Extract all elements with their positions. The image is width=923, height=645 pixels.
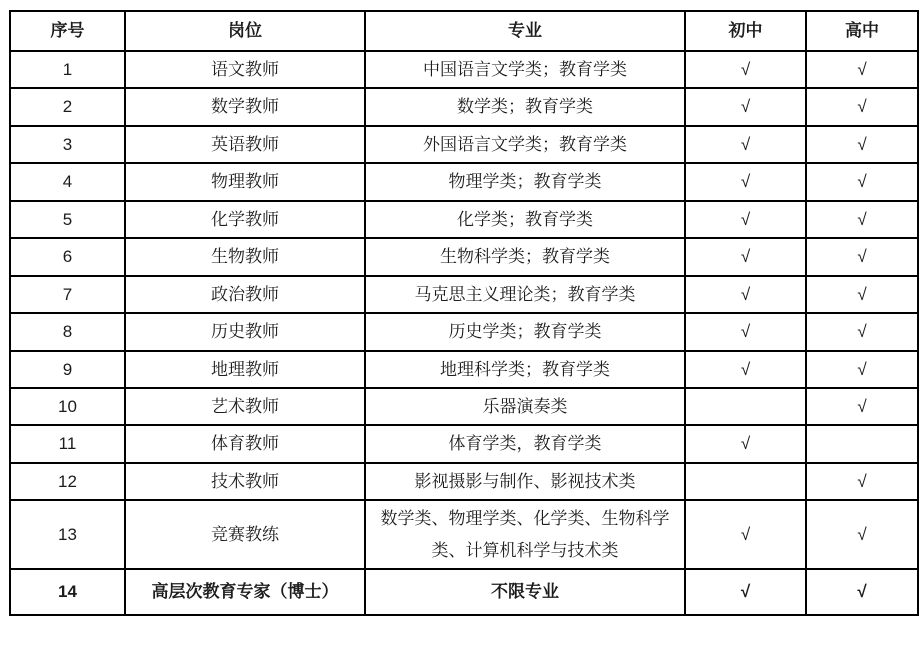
cell-major: 马克思主义理论类；教育学类: [365, 276, 685, 313]
cell-position: 体育教师: [125, 425, 365, 462]
cell-junior-check: √: [685, 276, 806, 313]
column-header-no: 序号: [10, 11, 125, 51]
cell-position: 竞赛教练: [125, 500, 365, 569]
cell-no: 11: [10, 425, 125, 462]
cell-position: 语文教师: [125, 51, 365, 88]
table-row: [10, 163, 918, 200]
column-header-major: 专业: [365, 11, 685, 51]
cell-no: 2: [10, 88, 125, 125]
cell-senior-check: √: [806, 126, 918, 163]
cell-senior-check: √: [806, 388, 918, 425]
cell-major: 化学类；教育学类: [365, 201, 685, 238]
cell-junior-check: √: [685, 163, 806, 200]
cell-position: 地理教师: [125, 351, 365, 388]
cell-junior-check: √: [685, 313, 806, 350]
cell-no: 9: [10, 351, 125, 388]
table-row: [10, 201, 918, 238]
cell-no: 12: [10, 463, 125, 500]
cell-senior-check: √: [806, 276, 918, 313]
table-row: [10, 88, 918, 125]
cell-major: 影视摄影与制作、影视技术类: [365, 463, 685, 500]
cell-position: 高层次教育专家（博士）: [125, 569, 365, 615]
cell-major: 历史学类；教育学类: [365, 313, 685, 350]
cell-position: 政治教师: [125, 276, 365, 313]
cell-major: 中国语言文学类；教育学类: [365, 51, 685, 88]
table-row: [10, 351, 918, 388]
cell-senior-check: √: [806, 463, 918, 500]
cell-position: 生物教师: [125, 238, 365, 275]
cell-major: 数学类；教育学类: [365, 88, 685, 125]
cell-position: 数学教师: [125, 88, 365, 125]
table-row: [10, 313, 918, 350]
column-header-senior: 高中: [806, 11, 918, 51]
table-row: [10, 238, 918, 275]
cell-major: 乐器演奏类: [365, 388, 685, 425]
cell-junior-check: √: [685, 238, 806, 275]
cell-major: 外国语言文学类；教育学类: [365, 126, 685, 163]
cell-junior-check: [685, 463, 806, 500]
cell-senior-check: [806, 425, 918, 462]
column-header-pos: 岗位: [125, 11, 365, 51]
cell-junior-check: √: [685, 569, 806, 615]
cell-senior-check: √: [806, 201, 918, 238]
cell-no: 8: [10, 313, 125, 350]
cell-major: 不限专业: [365, 569, 685, 615]
cell-senior-check: √: [806, 238, 918, 275]
cell-major: 数学类、物理学类、化学类、生物科学类、计算机科学与技术类: [365, 500, 685, 569]
cell-junior-check: √: [685, 425, 806, 462]
cell-senior-check: √: [806, 351, 918, 388]
cell-no: 6: [10, 238, 125, 275]
cell-position: 化学教师: [125, 201, 365, 238]
cell-junior-check: √: [685, 126, 806, 163]
table-row: [10, 388, 918, 425]
column-header-junior: 初中: [685, 11, 806, 51]
cell-no: 7: [10, 276, 125, 313]
cell-senior-check: √: [806, 51, 918, 88]
table-row: [10, 51, 918, 88]
table-row: [10, 569, 918, 615]
table-row: [10, 425, 918, 462]
cell-junior-check: [685, 388, 806, 425]
cell-major: 物理学类；教育学类: [365, 163, 685, 200]
cell-junior-check: √: [685, 88, 806, 125]
cell-junior-check: √: [685, 351, 806, 388]
cell-no: 5: [10, 201, 125, 238]
cell-position: 艺术教师: [125, 388, 365, 425]
cell-no: 13: [10, 500, 125, 569]
cell-junior-check: √: [685, 500, 806, 569]
cell-no: 4: [10, 163, 125, 200]
cell-senior-check: √: [806, 88, 918, 125]
cell-major: 生物科学类；教育学类: [365, 238, 685, 275]
cell-no: 10: [10, 388, 125, 425]
recruitment-positions-table: [9, 10, 919, 616]
cell-no: 3: [10, 126, 125, 163]
cell-senior-check: √: [806, 313, 918, 350]
table-row: [10, 463, 918, 500]
cell-senior-check: √: [806, 569, 918, 615]
cell-senior-check: √: [806, 163, 918, 200]
cell-junior-check: √: [685, 51, 806, 88]
table-row: [10, 500, 918, 569]
cell-position: 英语教师: [125, 126, 365, 163]
cell-junior-check: √: [685, 201, 806, 238]
cell-major: 地理科学类；教育学类: [365, 351, 685, 388]
cell-no: 14: [10, 569, 125, 615]
cell-major: 体育学类，教育学类: [365, 425, 685, 462]
table-header-row: [10, 11, 918, 51]
table-row: [10, 276, 918, 313]
cell-no: 1: [10, 51, 125, 88]
cell-position: 技术教师: [125, 463, 365, 500]
table-row: [10, 126, 918, 163]
cell-senior-check: √: [806, 500, 918, 569]
cell-position: 历史教师: [125, 313, 365, 350]
cell-position: 物理教师: [125, 163, 365, 200]
